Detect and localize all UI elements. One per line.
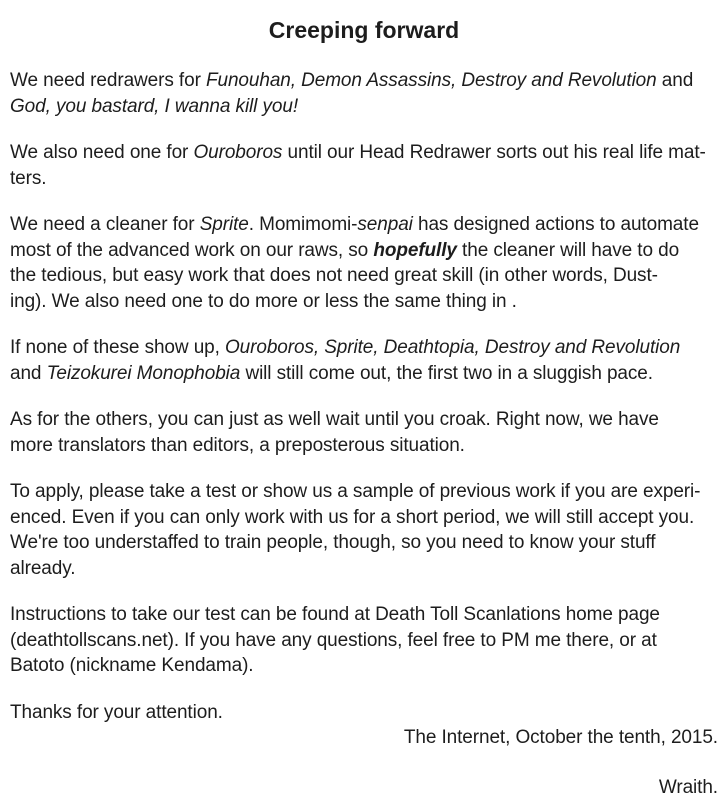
- paragraph-line: more translators than editors, a preposterous situation.: [10, 434, 465, 456]
- paragraph-line: As for the others, you can just as well wait until you croak. Right now, we have: [10, 409, 659, 430]
- paragraph-line: (deathtollscans.net). If you have any questions, feel free to PM me there, or at: [10, 629, 657, 651]
- paragraph-line: We also need one for Ouroboros until our Head Redrawer sorts out his real life mat-: [10, 142, 706, 163]
- paragraph-line: already.: [10, 557, 76, 579]
- paragraph-line: We need a cleaner for Sprite. Momimomi-senpai has designed actions to automate: [10, 214, 699, 235]
- paragraph-line: ters.: [10, 167, 47, 189]
- page-title: Creeping forward: [268, 17, 460, 43]
- closing-signature: Wraith.: [658, 776, 718, 798]
- paragraph: [10, 479, 718, 581]
- paragraph-line: God, you bastard, I wanna kill you!: [10, 95, 298, 117]
- paragraph: [10, 335, 718, 386]
- paragraph-line: and Teizokurei Monophobia will still come out, the first two in a sluggish pace.: [10, 362, 653, 384]
- paragraph-line: Batoto (nickname Kendama).: [10, 655, 254, 676]
- paragraph: [10, 602, 718, 679]
- paragraph-line: ing). We also need one to do more or less the same thing in .: [10, 290, 517, 312]
- paragraph: [10, 407, 718, 458]
- paragraph-line: enced. Even if you can only work with us for a short period, we will still accept you.: [10, 506, 695, 528]
- paragraph-line: If none of these show up, Ouroboros, Sprite, Deathtopia, Destroy and Revolution: [10, 337, 681, 358]
- paragraph-line: We're too understaffed to train people, though, so you need to know your stuff: [10, 532, 656, 553]
- paragraph: [10, 212, 718, 314]
- paragraph-line: We need redrawers for Funouhan, Demon Assassins, Destroy and Revolution and: [10, 70, 694, 91]
- paragraph-line: most of the advanced work on our raws, so hopefully the cleaner will have to do: [10, 239, 680, 261]
- closing-thanks: Thanks for your attention.: [10, 701, 223, 723]
- paragraph-line: the tedious, but easy work that does not need great skill (in other words, Dust-: [10, 265, 658, 286]
- paragraph: [10, 140, 718, 191]
- paragraph: [10, 68, 718, 119]
- paragraph-line: Instructions to take our test can be found at Death Toll Scanlations home page: [10, 604, 660, 625]
- body-paragraphs: [10, 68, 718, 679]
- closing-date: The Internet, October the tenth, 2015.: [403, 727, 718, 748]
- paragraph-line: To apply, please take a test or show us a sample of previous work if you are experi-: [10, 481, 701, 502]
